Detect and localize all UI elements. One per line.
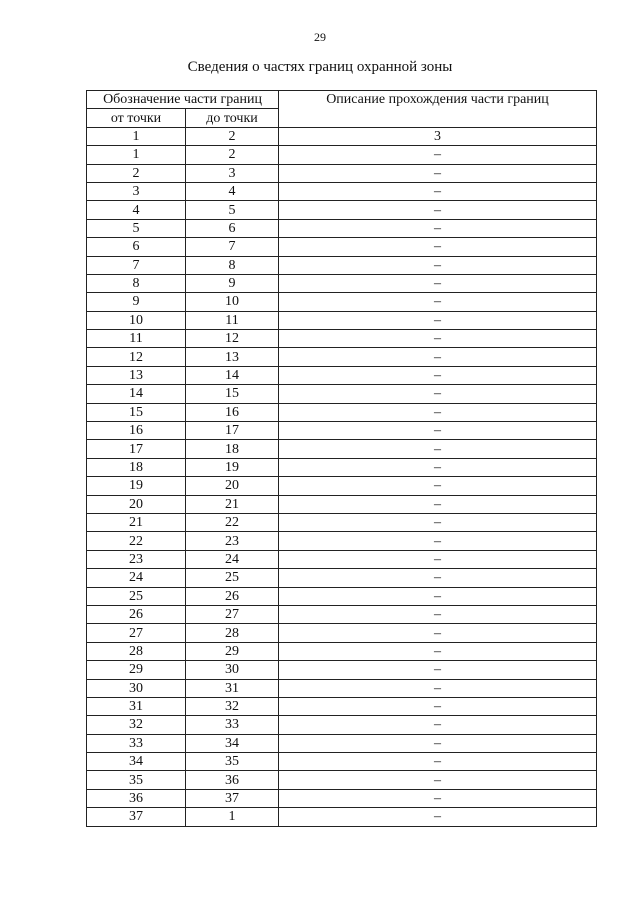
from-point-cell: 35 [87,771,186,789]
to-point-cell: 26 [186,587,279,605]
description-cell: – [279,293,597,311]
description-cell: – [279,716,597,734]
to-point-cell: 1 [186,808,279,826]
from-point-cell: 11 [87,330,186,348]
from-point-cell: 21 [87,513,186,531]
from-point-cell: 2 [87,164,186,182]
description-cell: – [279,587,597,605]
table-row [87,569,597,587]
description-cell: – [279,569,597,587]
to-point-cell: 25 [186,569,279,587]
from-point-cell: 26 [87,605,186,623]
from-point-cell: 7 [87,256,186,274]
document-title: Сведения о частях границ охранной зоны [187,59,453,75]
to-point-cell: 29 [186,642,279,660]
description-cell: – [279,182,597,200]
page-number: 29 [314,30,326,44]
description-cell: – [279,366,597,384]
table-row [87,293,597,311]
table-row [87,311,597,329]
from-point-cell: 33 [87,734,186,752]
description-cell: – [279,274,597,292]
table-row [87,624,597,642]
from-point-cell: 4 [87,201,186,219]
description-cell: – [279,661,597,679]
from-point-cell: 17 [87,440,186,458]
table-row [87,716,597,734]
description-cell: – [279,495,597,513]
description-cell: – [279,697,597,715]
description-cell: – [279,201,597,219]
boundaries-table [86,90,597,827]
table-row [87,201,597,219]
table-row [87,458,597,476]
from-point-cell: 10 [87,311,186,329]
from-point-cell: 16 [87,422,186,440]
from-point-cell: 25 [87,587,186,605]
description-cell: – [279,734,597,752]
table-row [87,771,597,789]
table-row [87,753,597,771]
to-point-cell: 28 [186,624,279,642]
from-point-cell: 22 [87,532,186,550]
from-point-cell: 29 [87,661,186,679]
from-point-cell: 23 [87,550,186,568]
description-cell: – [279,753,597,771]
column-number-3: 3 [279,127,597,145]
to-point-cell: 27 [186,605,279,623]
table-row [87,513,597,531]
from-point-cell: 18 [87,458,186,476]
table-row [87,532,597,550]
from-point-cell: 9 [87,293,186,311]
table-row [87,605,597,623]
description-cell: – [279,440,597,458]
to-point-cell: 9 [186,274,279,292]
table-row [87,808,597,826]
to-point-cell: 11 [186,311,279,329]
to-point-cell: 35 [186,753,279,771]
header-designation: Обозначение части границ [87,91,279,109]
to-point-cell: 32 [186,697,279,715]
description-cell: – [279,458,597,476]
to-point-cell: 8 [186,256,279,274]
to-point-cell: 37 [186,789,279,807]
description-cell: – [279,146,597,164]
description-cell: – [279,348,597,366]
header-to-point: до точки [186,109,279,127]
from-point-cell: 24 [87,569,186,587]
table-row [87,330,597,348]
table-row [87,440,597,458]
table-row [87,146,597,164]
from-point-cell: 31 [87,697,186,715]
table-row [87,164,597,182]
table-row [87,697,597,715]
description-cell: – [279,422,597,440]
table-row [87,495,597,513]
to-point-cell: 15 [186,385,279,403]
to-point-cell: 7 [186,238,279,256]
description-cell: – [279,550,597,568]
to-point-cell: 13 [186,348,279,366]
from-point-cell: 5 [87,219,186,237]
to-point-cell: 17 [186,422,279,440]
table-row [87,256,597,274]
from-point-cell: 32 [87,716,186,734]
to-point-cell: 33 [186,716,279,734]
to-point-cell: 24 [186,550,279,568]
to-point-cell: 34 [186,734,279,752]
description-cell: – [279,679,597,697]
to-point-cell: 4 [186,182,279,200]
from-point-cell: 13 [87,366,186,384]
table-row [87,403,597,421]
from-point-cell: 36 [87,789,186,807]
table-row [87,679,597,697]
to-point-cell: 10 [186,293,279,311]
description-cell: – [279,532,597,550]
table-row [87,366,597,384]
from-point-cell: 6 [87,238,186,256]
description-cell: – [279,789,597,807]
header-from-point: от точки [87,109,186,127]
to-point-cell: 30 [186,661,279,679]
table-row [87,238,597,256]
from-point-cell: 8 [87,274,186,292]
to-point-cell: 16 [186,403,279,421]
to-point-cell: 2 [186,146,279,164]
to-point-cell: 18 [186,440,279,458]
from-point-cell: 34 [87,753,186,771]
to-point-cell: 12 [186,330,279,348]
description-cell: – [279,605,597,623]
to-point-cell: 22 [186,513,279,531]
description-cell: – [279,164,597,182]
to-point-cell: 21 [186,495,279,513]
description-cell: – [279,219,597,237]
description-cell: – [279,256,597,274]
from-point-cell: 27 [87,624,186,642]
description-cell: – [279,477,597,495]
table-row [87,477,597,495]
from-point-cell: 3 [87,182,186,200]
from-point-cell: 20 [87,495,186,513]
to-point-cell: 14 [186,366,279,384]
table-row [87,422,597,440]
description-cell: – [279,771,597,789]
to-point-cell: 6 [186,219,279,237]
description-cell: – [279,385,597,403]
from-point-cell: 1 [87,146,186,164]
from-point-cell: 14 [87,385,186,403]
table-row [87,661,597,679]
table-row [87,587,597,605]
table-row [87,550,597,568]
table-body [87,146,597,826]
to-point-cell: 20 [186,477,279,495]
from-point-cell: 30 [87,679,186,697]
description-cell: – [279,403,597,421]
to-point-cell: 3 [186,164,279,182]
to-point-cell: 19 [186,458,279,476]
table-row [87,219,597,237]
description-cell: – [279,513,597,531]
header-description: Описание прохождения части границ [279,91,597,128]
column-number-1: 1 [87,127,186,145]
table-row [87,642,597,660]
to-point-cell: 5 [186,201,279,219]
from-point-cell: 28 [87,642,186,660]
description-cell: – [279,238,597,256]
from-point-cell: 12 [87,348,186,366]
table-row [87,348,597,366]
from-point-cell: 37 [87,808,186,826]
table-row [87,385,597,403]
from-point-cell: 15 [87,403,186,421]
description-cell: – [279,311,597,329]
table-row [87,789,597,807]
from-point-cell: 19 [87,477,186,495]
description-cell: – [279,642,597,660]
description-cell: – [279,624,597,642]
table-row [87,734,597,752]
table-row [87,274,597,292]
to-point-cell: 36 [186,771,279,789]
to-point-cell: 31 [186,679,279,697]
table-row [87,182,597,200]
to-point-cell: 23 [186,532,279,550]
column-number-2: 2 [186,127,279,145]
description-cell: – [279,808,597,826]
description-cell: – [279,330,597,348]
